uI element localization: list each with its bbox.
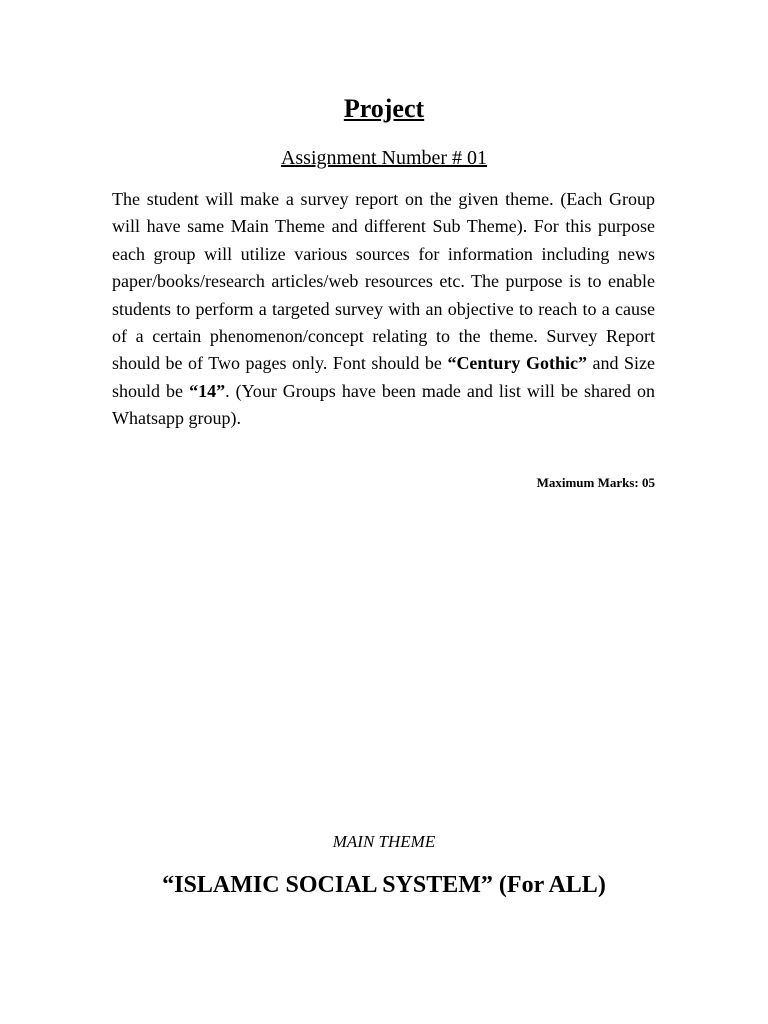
- page-title: Project: [343, 94, 425, 123]
- assignment-description: [112, 186, 655, 433]
- main-theme-label: MAIN THEME: [332, 832, 436, 851]
- required-font-size: “14”: [189, 380, 226, 401]
- required-font-name: “Century Gothic”: [447, 353, 587, 374]
- description-text-part3: . (Your Groups have been made and list will be shared on Whatsapp group).: [112, 380, 655, 429]
- main-theme-title: “ISLAMIC SOCIAL SYSTEM” (For ALL): [162, 872, 606, 898]
- maximum-marks: Maximum Marks: 05: [536, 475, 655, 490]
- description-text-part2: and Size should be: [112, 353, 655, 401]
- assignment-heading: Assignment Number # 01: [280, 147, 488, 169]
- description-text-part1: The student will make a survey report on the given theme. (Each Group will have same Main Theme and different Sub Theme). For this purpose each group will utilize various sources for information including news paper/books/research articles/web resources etc. The purpose is to enable students to perform a targeted survey with an objective to reach to a cause of a certain phenomenon/concept relating to the theme. Survey Report should be of Two pages only. Font should be: [112, 189, 655, 374]
